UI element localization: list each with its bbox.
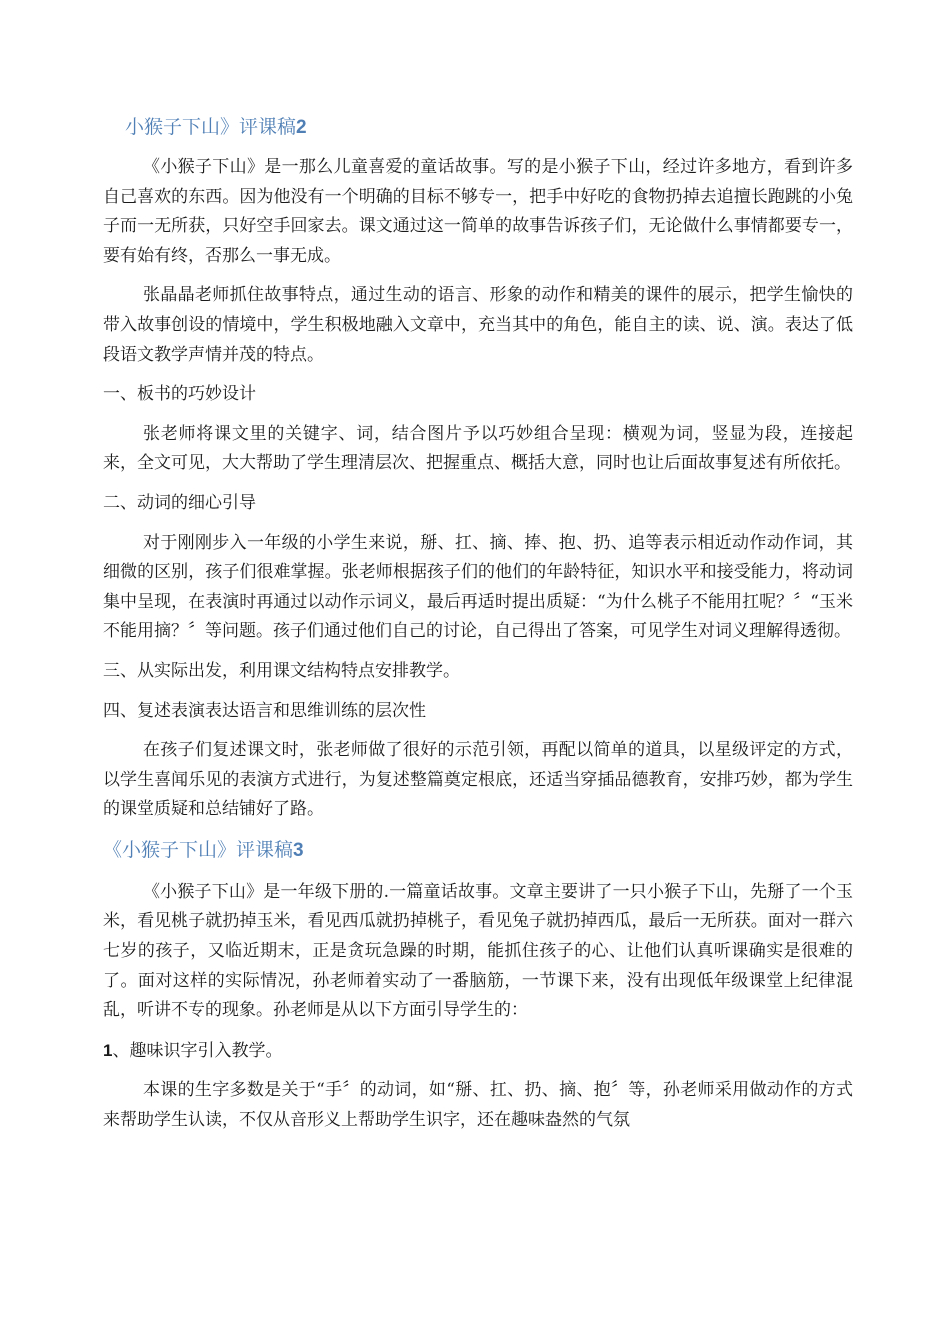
paragraph: 对于刚刚步入一年级的小学生来说，掰、扛、摘、捧、抱、扔、追等表示相近动作动作词，其细微的区别，孩子们很难掌握。张老师根据孩子们的他们的年龄特征，知识水平和接受能力，将动词集中呈现，在表演时再通过以动作示词义，最后再适时提出质疑：“为什么桃子不能用扛呢？〞“玉米不能用摘？〞等问题。孩子们通过他们自己的讨论，自己得出了答案，可见学生对词义理解得透彻。 [103,532,853,642]
section-title: 三、从实际出发，利用课文结构特点安排教学。 [103,660,460,681]
section-title: 一、板书的巧妙设计 [103,384,256,405]
paragraph: 本课的生字多数是关于“手〞的动词，如“掰、扛、扔、摘、抱〞等，孙老师采用做动作的方式来帮助学生认读，不仅从音形义上帮助学生识字，还在趣味盎然的气氛 [103,1080,853,1131]
document-page [103,112,853,1146]
heading-number: 2 [296,117,307,138]
section-heading-3 [103,835,853,866]
paragraph: 张老师将课文里的关键字、词，结合图片予以巧妙组合呈现：横观为词，竖显为段，连接起来，全文可见，大大帮助了学生理清层次、把握重点、概括大意，同时也让后面故事复述有所依托。 [103,423,853,474]
paragraph: 《小猴子下山》是一那么儿童喜爱的童话故事。写的是小猴子下山，经过许多地方，看到许多自己喜欢的东西。因为他没有一个明确的目标不够专一，把手中好吃的食物扔掉去追擅长跑跳的小兔子而一无所获，只好空手回家去。课文通过这一简单的故事告诉孩子们，无论做什么事情都要专一，要有始有终，否那么一事无成。 [103,157,853,266]
heading-text: 《小猴子下山》评课稿 [103,838,294,861]
section-heading-2 [125,112,853,143]
section-title: 四、复述表演表达语言和思维训练的层次性 [103,700,426,721]
paragraph: 在孩子们复述课文时，张老师做了很好的示范引领，再配以简单的道具，以星级评定的方式，以学生喜闻乐见的表演方式进行，为复述整篇奠定根底，还适当穿插品德教育，安排巧妙，都为学生的课堂质疑和总结铺好了路。 [103,740,853,820]
paragraph: 张晶晶老师抓住故事特点，通过生动的语言、形象的动作和精美的课件的展示，把学生愉快的带入故事创设的情境中，学生积极地融入文章中，充当其中的角色，能自主的读、说、演。表达了低段语文教学声情并茂的特点。 [103,285,853,365]
section-title [103,1036,853,1067]
heading-text: 小猴子下山》评课稿 [125,116,297,138]
section-number: 1 [103,1040,113,1060]
section-title: 二、动词的细心引导 [103,492,256,513]
heading-number: 3 [293,839,304,861]
paragraph: 《小猴子下山》是一年级下册的.一篇童话故事。文章主要讲了一只小猴子下山，先掰了一个玉米，看见桃子就扔掉玉米，看见西瓜就扔掉桃子，看见兔子就扔掉西瓜，最后一无所获。面对一群六七岁的孩子，又临近期末，正是贪玩急躁的时期，能抓住孩子的心、让他们认真听课确实是很难的了。面对这样的实际情况，孙老师着实动了一番脑筋，一节课下来，没有出现低年级课堂上纪律混乱，听讲不专的现象。孙老师是从以下方面引导学生的： [103,881,853,1021]
section-text: 、趣味识字引入教学。 [112,1040,283,1061]
